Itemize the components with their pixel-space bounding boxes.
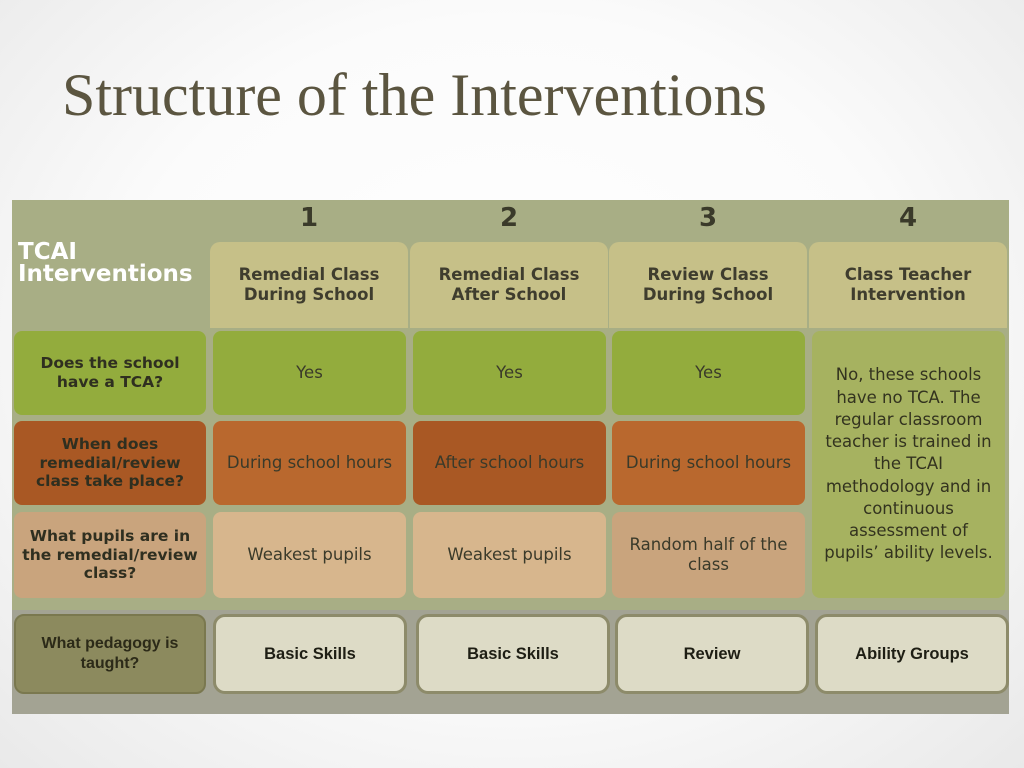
column-number-4: 4	[898, 203, 918, 234]
pedagogy-cell-1: Basic Skills	[213, 614, 407, 694]
column-number-3: 3	[698, 203, 718, 234]
column-number-2: 2	[499, 203, 519, 234]
cell-pupils-3: Random half of the class	[612, 512, 805, 598]
logo-line-1: TCAI	[18, 239, 77, 265]
col4-description: No, these schools have no TCA. The regular classroom teacher is trained in the TCAI methodology and in continuous assessment of pupils’ ability levels.	[812, 331, 1005, 598]
tcai-logo	[18, 239, 193, 287]
cell-when-2: After school hours	[413, 421, 606, 505]
column-header-2: Remedial Class After School	[410, 242, 608, 328]
column-header-1: Remedial Class During School	[210, 242, 408, 328]
cell-has-tca-2: Yes	[413, 331, 606, 415]
logo-line-2: Interventions	[18, 260, 193, 287]
slide-title: Structure of the Interventions	[62, 62, 767, 128]
cell-pupils-2: Weakest pupils	[413, 512, 606, 598]
cell-has-tca-3: Yes	[612, 331, 805, 415]
interventions-table-figure	[12, 200, 1009, 714]
cell-has-tca-1: Yes	[213, 331, 406, 415]
column-number-1: 1	[299, 203, 319, 234]
cell-when-3: During school hours	[612, 421, 805, 505]
row-label-when: When does remedial/review class take place?	[14, 421, 206, 505]
pedagogy-cell-3: Review	[615, 614, 809, 694]
row-label-pupils: What pupils are in the remedial/review class?	[14, 512, 206, 598]
pedagogy-cell-2: Basic Skills	[416, 614, 610, 694]
pedagogy-cell-4: Ability Groups	[815, 614, 1009, 694]
row-label-has-tca: Does the school have a TCA?	[14, 331, 206, 415]
cell-pupils-1: Weakest pupils	[213, 512, 406, 598]
column-header-4: Class Teacher Intervention	[809, 242, 1007, 328]
column-header-3: Review Class During School	[609, 242, 807, 328]
cell-when-1: During school hours	[213, 421, 406, 505]
row-label-pedagogy: What pedagogy is taught?	[14, 614, 206, 694]
